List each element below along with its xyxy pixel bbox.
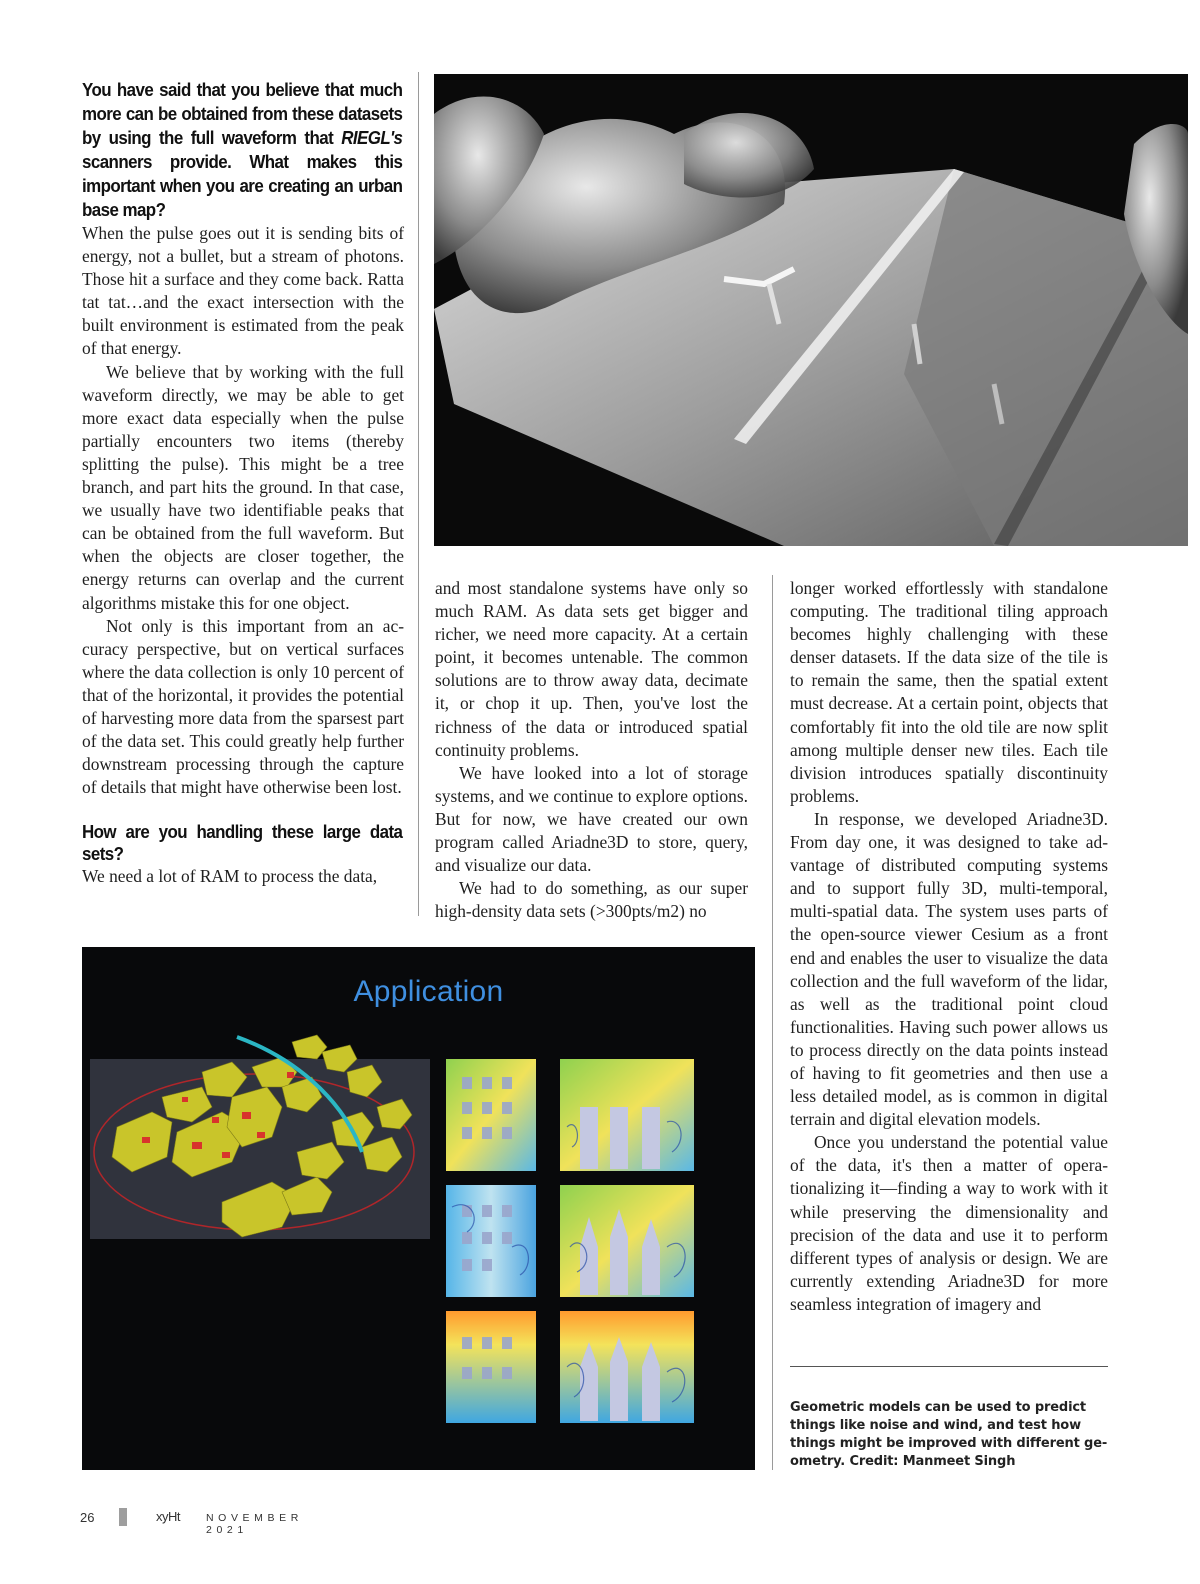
- lidar-scene-graphic: [434, 74, 1188, 546]
- answer-paragraph-4: We need a lot of RAM to process the data,: [82, 866, 378, 887]
- question-heading-2: How are you handling these large data sets?: [82, 822, 403, 865]
- answer-paragraph-1: When the pulse goes out it is sending bits of energy, not a bullet, but a stream of photons. Those hit a surface and they come back. Ratta tat tat…and the exact intersection with the built environment is estimated from the peak of that energy.: [82, 223, 404, 359]
- cfd-tile-1: [446, 1059, 536, 1171]
- middle-paragraph-1: and most standalone systems have only so much RAM. As data sets get bigger and richer, we need more capacity. At a certain point, it becomes untenable. The common solutions are to throw away data, decimate it, or chop it up. Then, you've lost the richness of the data or introduced spatial continuity problems.: [435, 578, 748, 760]
- question-heading-1: You have said that you believe that much more can be obtained from these datasets by using the full waveform that RIEGL's scanners provide. What makes this important when you are creating an urban base map?: [82, 80, 403, 220]
- left-column: [82, 78, 404, 888]
- right-paragraph-3: Once you understand the potential value of the data, it's then a matter of operationalizing it—finding a way to work with it while preserving the dimensionality and precision of the data and use it to perform different types of analysis or design. We are currently extending Ariadne3D for more seamless integration of imagery and: [790, 1132, 1108, 1314]
- column-divider-left: [418, 72, 419, 916]
- issue-date: NOVEMBER 2021: [206, 1512, 303, 1536]
- figure-caption: Geometric models can be used to predict things like noise and wind, and test how things might be improved with different geometry. Credit: Manmeet Singh: [790, 1400, 1108, 1469]
- simulation-graphic: [82, 947, 755, 1470]
- column-divider-right: [772, 575, 773, 1470]
- figure-title: Application: [353, 975, 504, 1008]
- caption-divider: [790, 1366, 1108, 1367]
- answer-paragraph-2: We believe that by working with the full waveform directly, we may be able to get more exact data especially when the pulse partially encounters two items (thereby splitting the pulse). This might be a tree branch, and part hits the ground. In that case, we usually have two identifiable peaks that can be obtained from the full waveform. But when the objects are closer together, the energy returns can overlap and the current algorithms mistake this for one object.: [82, 361, 404, 613]
- right-paragraph-1: longer worked effortlessly with standalone computing. The traditional tiling approach becomes highly challenging with these denser datasets. If the data size of the tile is to remain the same, then the spatial extent must decrease. At a certain point, objects that comfortably fit into the old tile are now split among multiple denser new tiles. Each tile division introduces spatially discontinuity problems.: [790, 578, 1108, 806]
- application-figure: [82, 947, 755, 1470]
- page-number: 26: [80, 1510, 95, 1525]
- footer-bar: [119, 1508, 127, 1526]
- right-column: [790, 577, 1108, 1316]
- lidar-point-cloud-image: [434, 74, 1188, 546]
- right-paragraph-2: In response, we developed Ariadne3D. From day one, it was designed to take advantage of distributed computing systems and to support fully 3D, multi-temporal, multi-spatial data. The system uses parts of the open-source viewer Cesium as a front end and enables the user to visualize the data collection and the full waveform of the lidar, as well as the traditional point cloud functionalities. Having such power allows us to process directly on the data points instead of having to fit geometries and then use a less detailed model, as is common in digital terrain and digital elevation models.: [790, 808, 1108, 1130]
- middle-paragraph-3: We had to do something, as our super high-density data sets (>300pts/m2) no: [435, 878, 748, 922]
- answer-paragraph-3: Not only is this important from an accuracy perspective, but on vertical surfaces where the data collection is only 10 percent of that of the horizontal, it provides the potential of harvesting more data from the sparsest part of the data set. This could greatly help further downstream processing through the capture of details that might have otherwise been lost.: [82, 615, 404, 798]
- middle-paragraph-2: We have looked into a lot of storage systems, and we continue to explore options. But for now, we have created our own program called Ariadne3D to store, query, and visualize our data.: [435, 762, 748, 876]
- magazine-name: xyHt: [156, 1509, 180, 1524]
- middle-column: [435, 577, 748, 923]
- brand-name: RIEGL's: [341, 128, 403, 148]
